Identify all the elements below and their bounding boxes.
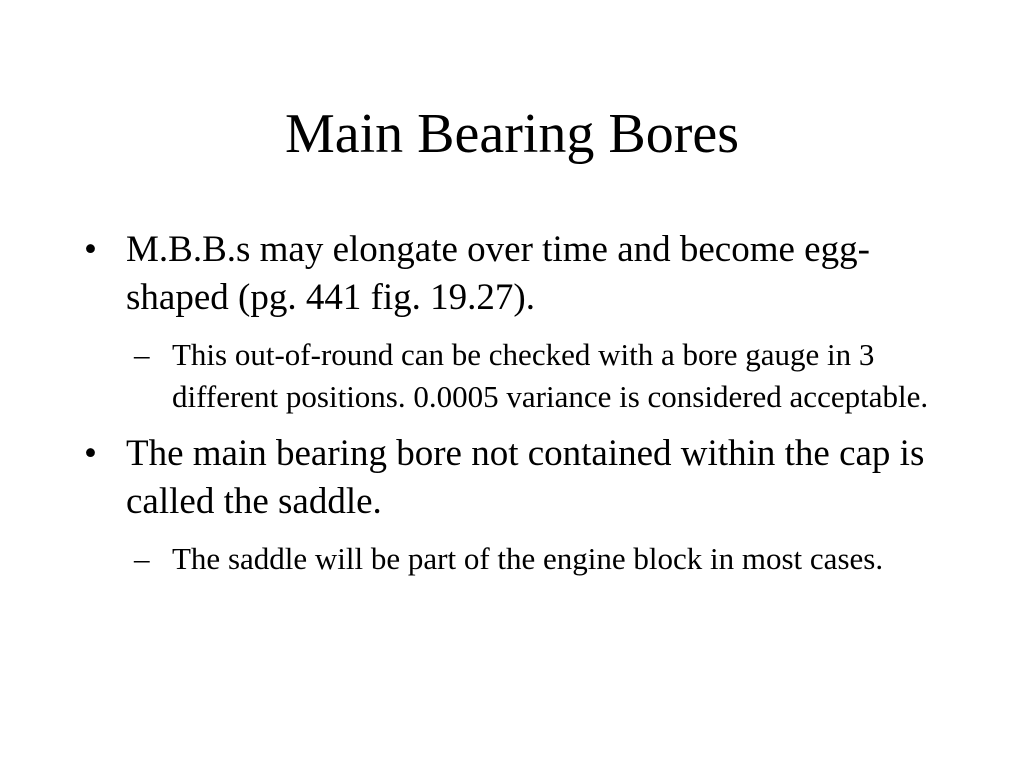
slide-title: Main Bearing Bores <box>284 103 740 165</box>
bullet-text: M.B.B.s may elongate over time and become egg-shaped (pg. 441 fig. 19.27). <box>126 229 870 318</box>
sub-bullet-marker: – <box>134 337 150 372</box>
bullet-marker: • <box>84 229 97 270</box>
sub-bullet-item <box>84 334 954 418</box>
bullet-text: The main bearing bore not contained within the cap is called the saddle. <box>126 433 925 522</box>
sub-bullet-item <box>84 538 954 580</box>
bullet-marker: • <box>84 433 97 474</box>
slide-body <box>84 226 954 592</box>
sub-bullet-text: The saddle will be part of the engine block in most cases. <box>172 541 884 576</box>
bullet-item <box>84 430 954 526</box>
sub-bullet-text: This out-of-round can be checked with a bore gauge in 3 different positions. 0.0005 variance is considered acceptable. <box>172 337 929 414</box>
bullet-item <box>84 226 954 322</box>
sub-bullet-marker: – <box>134 541 150 576</box>
